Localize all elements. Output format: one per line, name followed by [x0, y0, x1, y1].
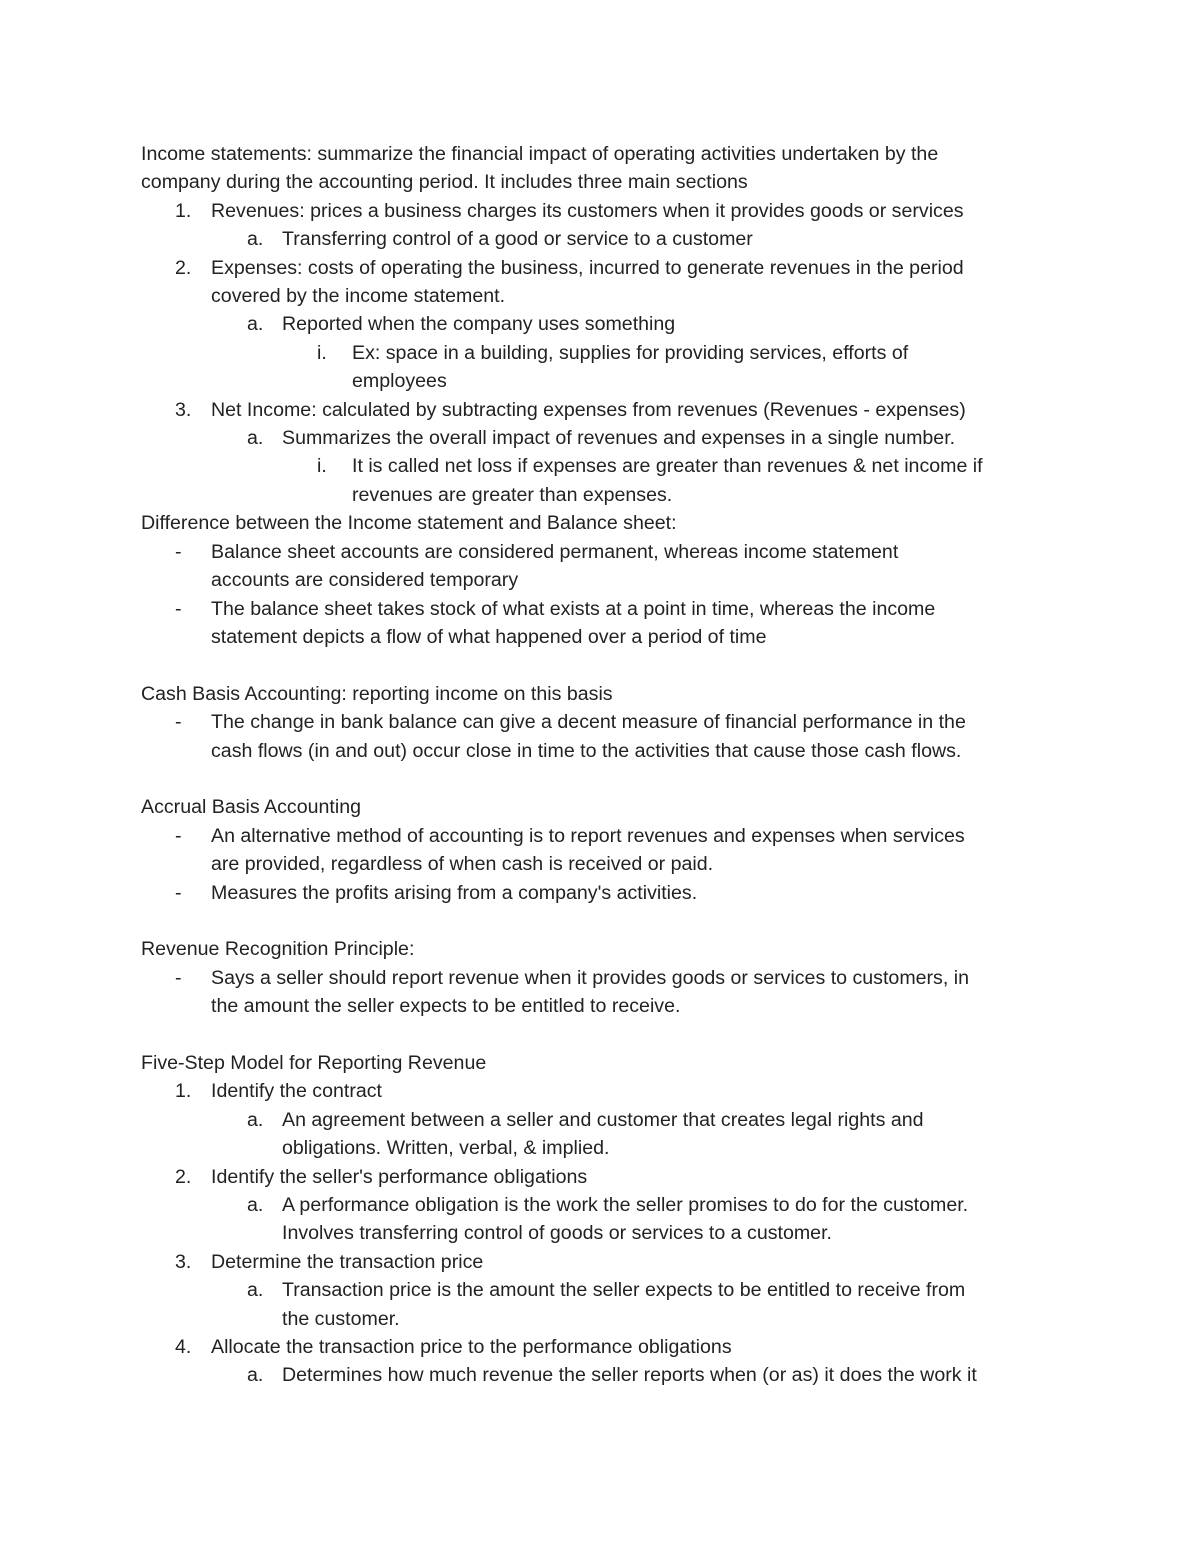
- item-text: Net Income: calculated by subtracting expenses from revenues (Revenues - expenses): [211, 398, 966, 421]
- bullet-marker: -: [175, 540, 182, 563]
- item-text: Determine the transaction price: [211, 1250, 484, 1273]
- sub-item: [141, 424, 1061, 452]
- list-marker: 2.: [175, 256, 192, 279]
- item-continuation: revenues are greater than expenses.: [352, 483, 673, 506]
- section-heading: Revenue Recognition Principle:: [141, 938, 415, 961]
- bullet-item: [141, 822, 1061, 850]
- bullet-item: [141, 879, 1061, 907]
- list-marker: 1.: [175, 199, 192, 222]
- item-continuation: accounts are considered temporary: [211, 569, 519, 592]
- item-text: Transferring control of a good or service to a customer: [282, 228, 753, 251]
- section-heading: Cash Basis Accounting: reporting income on this basis: [141, 682, 613, 705]
- income-section-item: [141, 197, 1061, 225]
- section-heading: Five-Step Model for Reporting Revenue: [141, 1051, 487, 1074]
- item-continuation: obligations. Written, verbal, & implied.: [282, 1137, 610, 1160]
- bullet-marker: -: [175, 824, 182, 847]
- item-text: Expenses: costs of operating the business, incurred to generate revenues in the period: [211, 256, 964, 279]
- document-page: [141, 140, 1061, 1390]
- list-marker: 2.: [175, 1165, 192, 1188]
- sub-item: [141, 1361, 1061, 1389]
- item-continuation: Involves transferring control of goods or services to a customer.: [282, 1222, 832, 1245]
- item-continuation: employees: [352, 370, 447, 393]
- item-text: Reported when the company uses something: [282, 313, 676, 336]
- list-marker: 3.: [175, 1250, 192, 1273]
- item-text: It is called net loss if expenses are greater than revenues & net income if: [352, 455, 983, 478]
- item-text: Determines how much revenue the seller reports when (or as) it does the work it: [282, 1364, 977, 1387]
- intro-line: Income statements: summarize the financial impact of operating activities undertaken by the: [141, 143, 939, 165]
- bullet-marker: -: [175, 597, 182, 620]
- list-marker: a.: [247, 228, 264, 251]
- item-text: Says a seller should report revenue when it provides goods or services to customers, in: [211, 966, 969, 989]
- item-text: A performance obligation is the work the seller promises to do for the customer.: [282, 1193, 969, 1216]
- bullet-item: [141, 708, 1061, 736]
- step-item: [141, 1163, 1061, 1191]
- section-heading: Difference between the Income statement and Balance sheet:: [141, 512, 677, 535]
- item-text: Transaction price is the amount the seller expects to be entitled to receive from: [282, 1279, 966, 1302]
- item-continuation: the amount the seller expects to be entitled to receive.: [211, 995, 681, 1018]
- bullet-item: [141, 595, 1061, 623]
- list-marker: 3.: [175, 398, 192, 421]
- sub-sub-item: [141, 452, 1061, 480]
- income-section-item: [141, 254, 1061, 282]
- sub-item: [141, 310, 1061, 338]
- item-continuation: cash flows (in and out) occur close in time to the activities that cause those cash flows.: [211, 739, 962, 762]
- list-marker: a.: [247, 313, 264, 336]
- item-text: Measures the profits arising from a company's activities.: [211, 881, 698, 904]
- item-continuation: statement depicts a flow of what happened over a period of time: [211, 625, 767, 648]
- step-item: [141, 1248, 1061, 1276]
- section-heading: Accrual Basis Accounting: [141, 796, 361, 819]
- item-text: The balance sheet takes stock of what exists at a point in time, whereas the income: [211, 597, 936, 620]
- list-marker: a.: [247, 1193, 264, 1216]
- list-marker: a.: [247, 1279, 264, 1302]
- list-marker: i.: [317, 341, 327, 364]
- bullet-item: [141, 964, 1061, 992]
- list-marker: a.: [247, 1108, 264, 1131]
- bullet-marker: -: [175, 711, 182, 734]
- sub-item: [141, 225, 1061, 253]
- item-continuation: the customer.: [282, 1307, 400, 1330]
- item-text: An agreement between a seller and customer that creates legal rights and: [282, 1108, 924, 1131]
- blank-line: [141, 1021, 1061, 1049]
- item-text: Summarizes the overall impact of revenues and expenses in a single number.: [282, 427, 956, 450]
- list-marker: a.: [247, 1364, 264, 1387]
- sub-item: [141, 1276, 1061, 1304]
- list-marker: a.: [247, 427, 264, 450]
- item-text: Identify the contract: [211, 1080, 382, 1103]
- intro-line: company during the accounting period. It includes three main sections: [141, 171, 748, 194]
- item-text: Revenues: prices a business charges its customers when it provides goods or services: [211, 199, 964, 222]
- bullet-marker: -: [175, 881, 182, 904]
- item-text: Allocate the transaction price to the performance obligations: [211, 1336, 732, 1358]
- step-item: [141, 1333, 1061, 1361]
- item-text: An alternative method of accounting is to report revenues and expenses when services: [211, 824, 965, 847]
- item-continuation: are provided, regardless of when cash is received or paid.: [211, 853, 714, 876]
- bullet-marker: -: [175, 966, 182, 989]
- sub-sub-item: [141, 339, 1061, 367]
- item-text: Identify the seller's performance obligations: [211, 1165, 588, 1188]
- blank-line: [141, 765, 1061, 793]
- bullet-item: [141, 538, 1061, 566]
- item-text: Balance sheet accounts are considered permanent, whereas income statement: [211, 540, 899, 563]
- blank-line: [141, 651, 1061, 679]
- list-marker: i.: [317, 455, 327, 478]
- income-section-item: [141, 396, 1061, 424]
- item-text: The change in bank balance can give a decent measure of financial performance in the: [211, 711, 966, 734]
- step-item: [141, 1077, 1061, 1105]
- item-text: Ex: space in a building, supplies for providing services, efforts of: [352, 341, 909, 364]
- sub-item: [141, 1191, 1061, 1219]
- sub-item: [141, 1106, 1061, 1134]
- blank-line: [141, 907, 1061, 935]
- list-marker: 4.: [175, 1336, 192, 1358]
- item-continuation: covered by the income statement.: [211, 285, 506, 308]
- list-marker: 1.: [175, 1080, 192, 1103]
